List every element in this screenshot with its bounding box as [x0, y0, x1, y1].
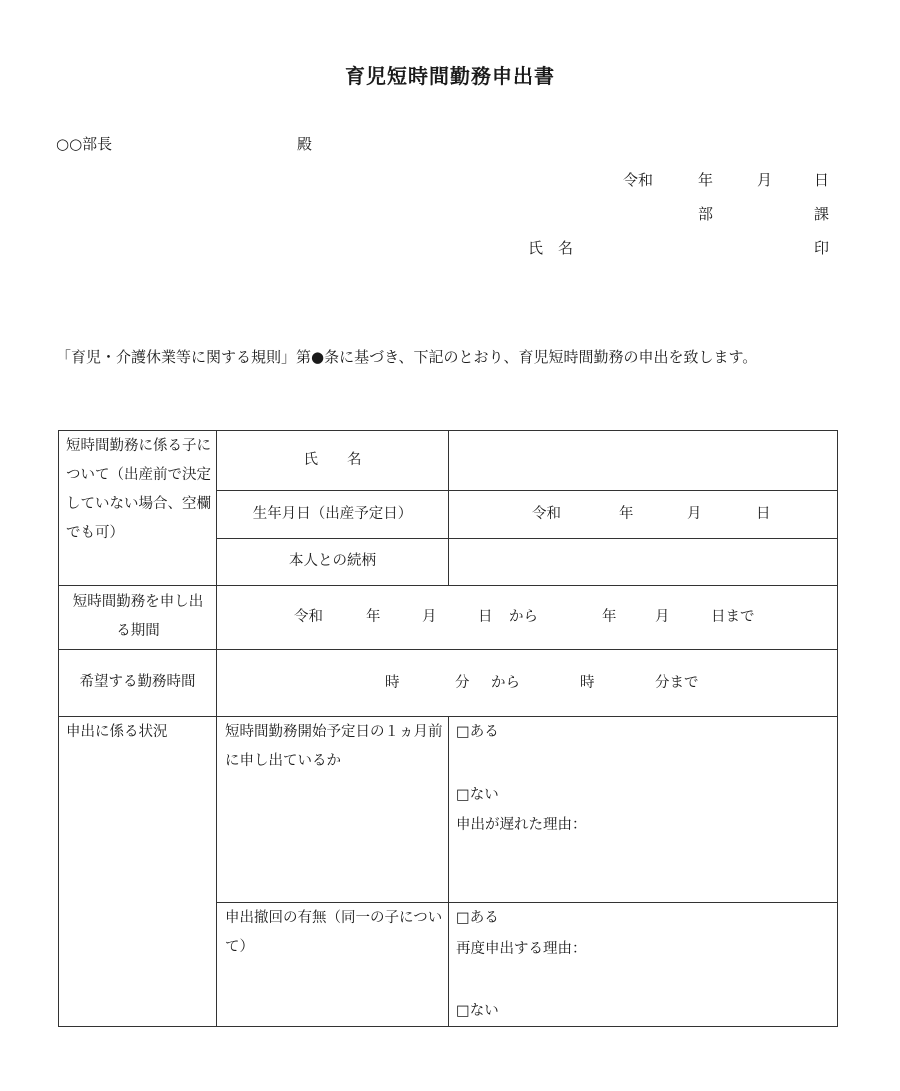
period-year-end: 年: [602, 609, 617, 625]
period-month-start: 月: [422, 609, 437, 625]
period-label: 短時間勤務を申し出る期間: [72, 594, 204, 639]
period-day-start: 日: [478, 609, 493, 625]
birthdate-day: 日: [756, 506, 771, 522]
date-day: 日: [814, 171, 830, 189]
applicant-name-label: 氏 名: [528, 239, 574, 257]
hours-until: 分まで: [655, 675, 699, 691]
honorific: 殿: [297, 135, 313, 153]
birthdate-year: 年: [619, 506, 634, 522]
period-until: 日まで: [711, 609, 755, 625]
birthdate-era: 令和: [532, 506, 561, 522]
birthdate-month: 月: [687, 506, 702, 522]
department-bu: 部: [698, 205, 714, 223]
q1-label: 短時間勤務開始予定日の１ヵ月前に申し出ているか: [225, 724, 443, 769]
document-title: 育児短時間勤務申出書: [345, 64, 555, 88]
period-from: から: [509, 609, 538, 625]
q1-yes-checkbox[interactable]: □ある: [456, 724, 499, 740]
hours-label: 希望する勤務時間: [79, 674, 196, 690]
hours-hour-start: 時: [385, 675, 400, 691]
q2-no-checkbox[interactable]: □ない: [456, 1003, 499, 1019]
date-month: 月: [757, 171, 773, 189]
intro-paragraph: 「育児・介護休業等に関する規則」第●条に基づき、下記のとおり、育児短時間勤務の申出を致します。: [56, 348, 758, 366]
period-month-end: 月: [655, 609, 670, 625]
date-era: 令和: [623, 171, 654, 189]
child-section-header: 短時間勤務に係る子について（出産前で決定していない場合、空欄でも可）: [66, 438, 211, 541]
q2-reason-label: 再度申出する理由：: [456, 941, 587, 957]
department-ka: 課: [814, 205, 830, 223]
q1-no-checkbox[interactable]: □ない: [456, 787, 499, 803]
birthdate-label: 生年月日（出産予定日）: [252, 506, 413, 522]
status-label: 申出に係る状況: [66, 724, 168, 740]
addressee: ○○部長: [56, 135, 113, 153]
period-year-start: 年: [366, 609, 381, 625]
period-era: 令和: [294, 609, 323, 625]
hours-hour-end: 時: [580, 675, 595, 691]
seal-mark: 印: [814, 239, 830, 257]
hours-from: から: [491, 675, 520, 691]
q2-yes-checkbox[interactable]: □ある: [456, 910, 499, 926]
child-name-label: 氏 名: [303, 452, 362, 468]
q2-label: 申出撤回の有無（同一の子について）: [225, 910, 443, 955]
hours-minute-start: 分: [455, 675, 470, 691]
relation-label: 本人との続柄: [289, 553, 376, 569]
date-year: 年: [698, 171, 714, 189]
q1-late-reason-label: 申出が遅れた理由：: [456, 817, 587, 833]
